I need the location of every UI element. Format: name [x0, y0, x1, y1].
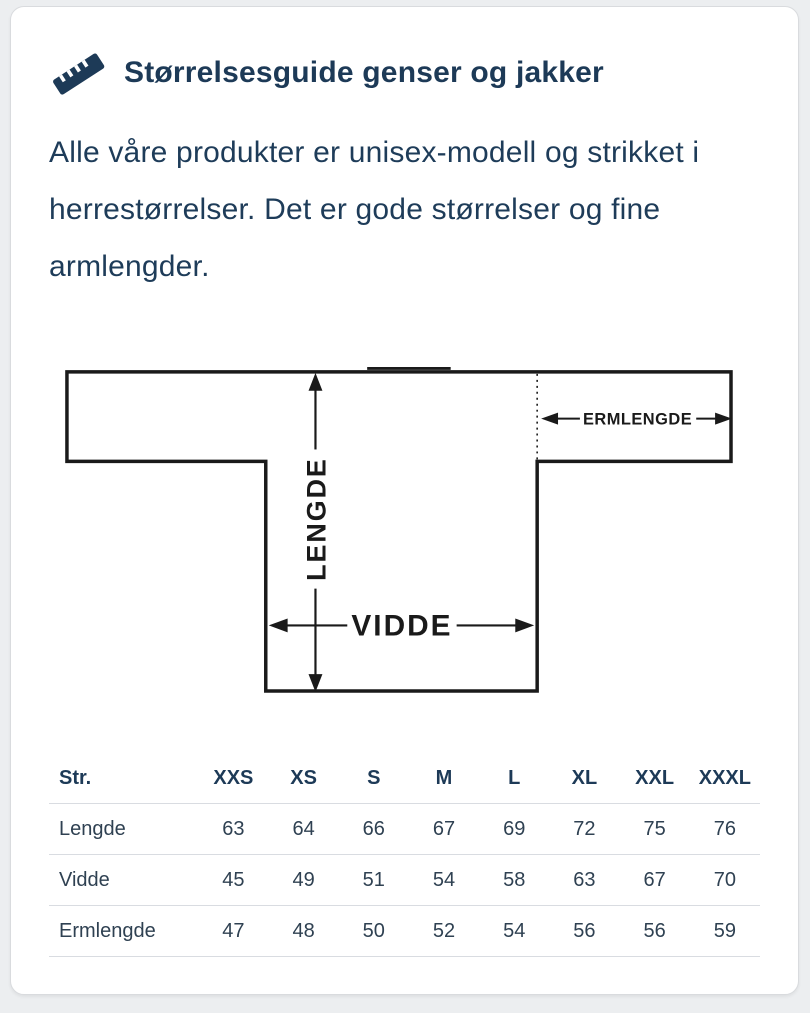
measurement-value-cell: 59 — [690, 906, 760, 957]
table-row — [49, 906, 760, 957]
size-column-header: XL — [549, 753, 619, 804]
measurement-value-cell: 72 — [549, 804, 619, 855]
measurement-value-cell: 69 — [479, 804, 549, 855]
measurement-value-cell: 49 — [269, 855, 339, 906]
measurement-value-cell: 58 — [479, 855, 549, 906]
measurement-value-cell: 45 — [198, 855, 268, 906]
table-row — [49, 804, 760, 855]
measurement-row-label: Lengde — [49, 804, 198, 855]
measurement-value-cell: 47 — [198, 906, 268, 957]
size-table — [49, 753, 760, 957]
size-column-header: XXL — [620, 753, 690, 804]
measurement-value-cell: 52 — [409, 906, 479, 957]
measurement-value-cell: 67 — [409, 804, 479, 855]
measurement-value-cell: 75 — [620, 804, 690, 855]
size-column-header: XXS — [198, 753, 268, 804]
measurement-row-label: Ermlengde — [49, 906, 198, 957]
size-column-header: XS — [269, 753, 339, 804]
measurement-value-cell: 70 — [690, 855, 760, 906]
lengde-label: LENGDE — [301, 457, 332, 581]
size-guide-header — [49, 49, 760, 97]
size-guide-title: Størrelsesguide genser og jakker — [124, 56, 604, 89]
ermlengde-label: ERMLENGDE — [582, 410, 693, 429]
measurement-value-cell: 63 — [549, 855, 619, 906]
table-row — [49, 855, 760, 906]
size-column-header: XXXL — [690, 753, 760, 804]
size-column-header: M — [409, 753, 479, 804]
measurement-value-cell: 67 — [620, 855, 690, 906]
measurement-value-cell: 66 — [339, 804, 409, 855]
ruler-icon — [49, 49, 107, 97]
size-column-header: L — [479, 753, 549, 804]
measurement-value-cell: 64 — [269, 804, 339, 855]
measurement-value-cell: 54 — [479, 906, 549, 957]
size-table-corner-header: Str. — [49, 753, 198, 804]
measurement-value-cell: 56 — [549, 906, 619, 957]
measurement-value-cell: 63 — [198, 804, 268, 855]
size-column-header: S — [339, 753, 409, 804]
measurement-value-cell: 48 — [269, 906, 339, 957]
vidde-label: VIDDE — [351, 609, 453, 643]
measurement-value-cell: 51 — [339, 855, 409, 906]
measurement-value-cell: 50 — [339, 906, 409, 957]
measurement-value-cell: 54 — [409, 855, 479, 906]
size-guide-description: Alle våre produkter er unisex-modell og strikket i herrestørrelser. Det er gode størrelser og fine armlengder. — [49, 136, 700, 283]
measurement-row-label: Vidde — [49, 855, 198, 906]
measurement-value-cell: 56 — [620, 906, 690, 957]
measurement-value-cell: 76 — [690, 804, 760, 855]
size-guide-card — [10, 6, 799, 995]
size-table-header-row — [49, 753, 760, 804]
sweater-measurement-diagram — [57, 357, 760, 697]
